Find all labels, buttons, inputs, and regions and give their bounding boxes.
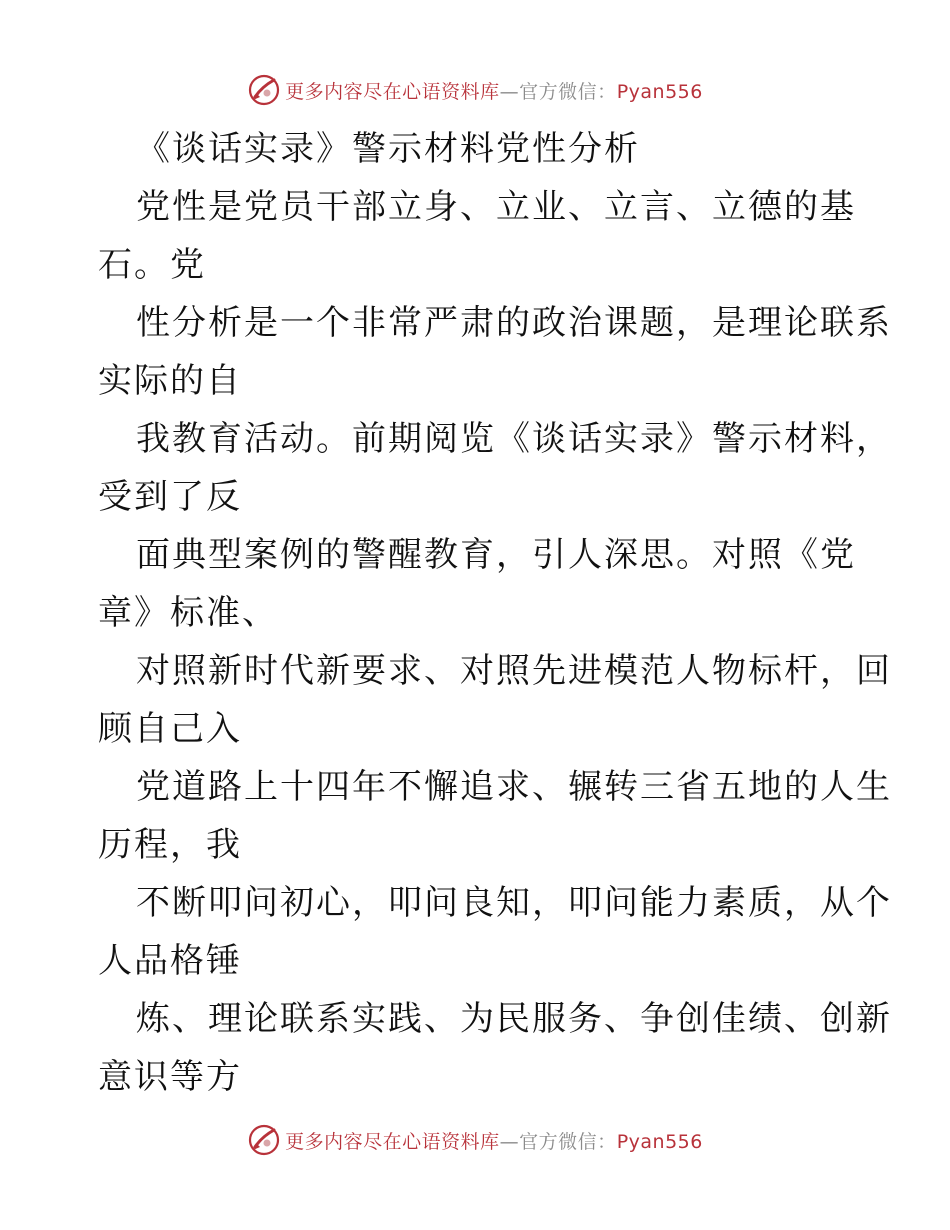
watermark-header-inner xyxy=(247,73,703,107)
watermark-main-text: 更多内容尽在心语资料库 xyxy=(285,80,500,103)
text-line: 不断叩问初心，叩问良知，叩问能力素质，从个 xyxy=(136,883,892,923)
watermark-main-text: 更多内容尽在心语资料库 xyxy=(285,1130,500,1153)
text-line: 章》标准、 xyxy=(98,593,278,633)
text-line: 石。党 xyxy=(98,245,206,285)
text-line: 党性是党员干部立身、立业、立言、立德的基 xyxy=(136,187,856,227)
watermark-header-text xyxy=(285,77,703,104)
watermark-footer-text xyxy=(285,1127,703,1154)
watermark-header xyxy=(0,70,950,110)
text-line: 面典型案例的警醒教育，引人深思。对照《党 xyxy=(136,535,856,575)
text-line: 实际的自 xyxy=(98,361,242,401)
text-line: 我教育活动。前期阅览《谈话实录》警示材料， xyxy=(136,419,892,459)
text-line: 炼、理论联系实践、为民服务、争创佳绩、创新 xyxy=(136,999,892,1039)
watermark-footer xyxy=(0,1120,950,1160)
text-line: 人品格锤 xyxy=(98,941,242,981)
text-line: 顾自己入 xyxy=(98,709,242,749)
watermark-wechat-label: —官方微信： xyxy=(499,1130,617,1153)
red-pen-logo-icon xyxy=(247,73,281,107)
text-line: 意识等方 xyxy=(98,1057,242,1097)
text-line: 对照新时代新要求、对照先进模范人物标杆，回 xyxy=(136,651,892,691)
text-line: 历程，我 xyxy=(98,825,242,865)
text-line: 性分析是一个非常严肃的政治课题，是理论联系 xyxy=(136,303,892,343)
watermark-wechat-id: Pyan556 xyxy=(616,1130,703,1153)
watermark-footer-inner xyxy=(247,1123,703,1157)
text-line: 党道路上十四年不懈追求、辗转三省五地的人生 xyxy=(136,767,892,807)
red-pen-logo-icon xyxy=(247,1123,281,1157)
document-body xyxy=(98,120,892,1106)
text-line: 受到了反 xyxy=(98,477,242,517)
watermark-wechat-label: —官方微信： xyxy=(499,80,617,103)
watermark-wechat-id: Pyan556 xyxy=(616,80,703,103)
document-title: 《谈话实录》警示材料党性分析 xyxy=(136,129,640,169)
